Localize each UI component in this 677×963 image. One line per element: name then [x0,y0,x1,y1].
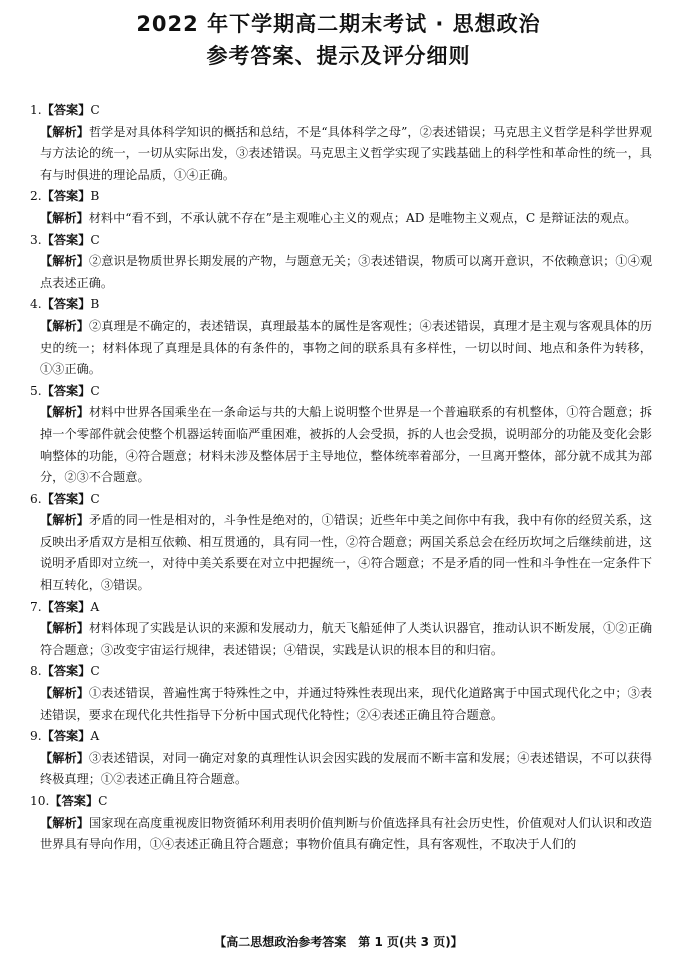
explanation-line [40,251,652,294]
explanation-label: 【解析】 [40,405,89,420]
answer-line [30,186,652,208]
answer-label: 【答案】 [41,729,91,744]
explanation-label: 【解析】 [40,124,89,139]
answer-value: C [90,103,100,117]
question-number: 3. [30,232,42,247]
question-block [30,186,652,229]
answer-label: 【答案】 [41,297,91,312]
question-number: 9. [30,729,42,744]
explanation-text: 材料中世界各国乘坐在一条命运与共的大船上说明整个世界是一个普遍联系的有机整体，①符合题意；拆掉一个零部件就会使整个机器运转面临严重困难，被拆的人会受损，拆的人也会受损，说明部分的功能及变化会影响整体的功能，④符合题意；材料未涉及整体居于主导地位，整体统率着部分，一旦离开整体，部分就不成其为部分，②③不合题意。 [40,405,653,485]
explanation-label: 【解析】 [40,254,89,269]
explanation-text: 材料体现了实践是认识的来源和发展动力，航天飞船延伸了人类认识器官，推动认识不断发展，①②正确符合题意；③改变宇宙运行规律，表述错误；④错误，实践是认识的根本目的和归宿。 [40,621,653,657]
answer-line [30,661,652,683]
explanation-text: 矛盾的同一性是相对的，斗争性是绝对的，①错误；近些年中美之间你中有我，我中有你的经贸关系，这反映出矛盾双方是相互依赖、相互贯通的，具有同一性，②符合题意；两国关系总会在经历坎坷之后继续前进，这说明矛盾即对立统一，对待中美关系要在对立中把握统一，④符合题意；不是矛盾的同一性和斗争性在一定条件下相互转化，③错误。 [40,513,653,593]
explanation-text: ②真理是不确定的，表述错误，真理最基本的属性是客观性；④表述错误，真理才是主观与客观具体的历史的统一；材料体现了真理是具体的有条件的，事物之间的联系具有多样性，一切以时间、地点和条件为转移，①③正确。 [40,318,653,377]
explanation-label: 【解析】 [40,621,89,636]
answer-line [30,381,652,403]
page-subtitle: 参考答案、提示及评分细则 [206,44,471,68]
question-block [30,597,652,662]
explanation-line [40,316,652,381]
answer-value: C [98,794,108,808]
explanation-label: 【解析】 [40,318,89,333]
explanation-label: 【解析】 [40,210,89,225]
answer-list [30,100,652,856]
answer-label: 【答案】 [41,103,91,117]
explanation-line [40,510,652,596]
question-number: 5. [30,383,42,398]
question-number: 6. [30,491,42,506]
explanation-text: ②意识是物质世界长期发展的产物，与题意无关；③表述错误，物质可以离开意识，不依赖意识；①④观点表述正确。 [40,254,653,290]
answer-value: B [90,297,100,312]
explanation-label: 【解析】 [40,750,89,765]
answer-line [30,100,652,122]
question-number: 8. [30,664,42,679]
answer-line [30,294,652,316]
explanation-line [40,618,652,661]
question-block [30,294,652,380]
answer-line [30,791,652,813]
answer-value: C [90,664,100,679]
explanation-line [40,122,652,187]
answer-line [30,230,652,252]
explanation-line [40,748,652,791]
question-block [30,489,652,597]
explanation-label: 【解析】 [40,815,89,830]
page-title: 2022 年下学期高二期末考试 · 思想政治 [136,12,541,36]
question-block [30,100,652,186]
answer-label: 【答案】 [49,794,99,808]
answer-label: 【答案】 [41,664,91,679]
explanation-label: 【解析】 [40,513,89,528]
explanation-line [40,402,652,488]
answer-label: 【答案】 [41,491,91,506]
question-block [30,661,652,726]
answer-value: B [90,189,100,204]
explanation-line [40,813,652,856]
explanation-line [40,208,652,230]
answer-label: 【答案】 [41,599,91,614]
answer-line [30,726,652,748]
explanation-text: ①表述错误，普遍性寓于特殊性之中，并通过特殊性表现出来，现代化道路寓于中国式现代化之中；③表述错误，要求在现代化共性指导下分析中国式现代化特性；②④表述正确且符合题意。 [40,686,653,722]
answer-value: C [90,491,100,506]
answer-value: C [90,232,100,247]
answer-value: A [90,729,100,744]
explanation-label: 【解析】 [40,686,89,701]
explanation-text: ③表述错误，对同一确定对象的真理性认识会因实践的发展而不断丰富和发展；④表述错误，不可以获得终极真理；①②表述正确且符合题意。 [40,750,653,787]
answer-label: 【答案】 [41,232,91,247]
page-footer: 【高二思想政治参考答案 第 1 页(共 3 页)】 [214,935,463,949]
question-block [30,791,652,856]
question-number: 10. [30,794,50,808]
question-number: 1. [30,103,42,117]
answer-value: C [90,383,100,398]
question-block [30,381,652,489]
explanation-line [40,683,652,726]
answer-label: 【答案】 [41,189,91,204]
answer-line [30,489,652,511]
explanation-text: 哲学是对具体科学知识的概括和总结，不是“具体科学之母”，②表述错误；马克思主义哲学是科学世界观与方法论的统一，一切从实际出发，③表述错误。马克思主义哲学实现了实践基础上的科学性和革命性的统一，具有与时俱进的理论品质，①④正确。 [40,124,652,182]
answer-value: A [90,599,100,614]
question-number: 7. [30,599,42,614]
answer-line [30,597,652,619]
answer-label: 【答案】 [41,383,91,398]
question-number: 2. [30,189,42,204]
explanation-text: 材料中“看不到，不承认就不存在”是主观唯心主义的观点；AD 是唯物主义观点，C 是辩证法的观点。 [88,210,637,225]
explanation-text: 国家现在高度重视废旧物资循环利用表明价值判断与价值选择具有社会历史性，价值观对人们认识和改造世界具有导向作用，①④表述正确且符合题意；事物价值具有确定性，具有客观性，不取决于人们的 [40,815,653,852]
question-block [30,230,652,295]
question-block [30,726,652,791]
question-number: 4. [30,297,42,312]
